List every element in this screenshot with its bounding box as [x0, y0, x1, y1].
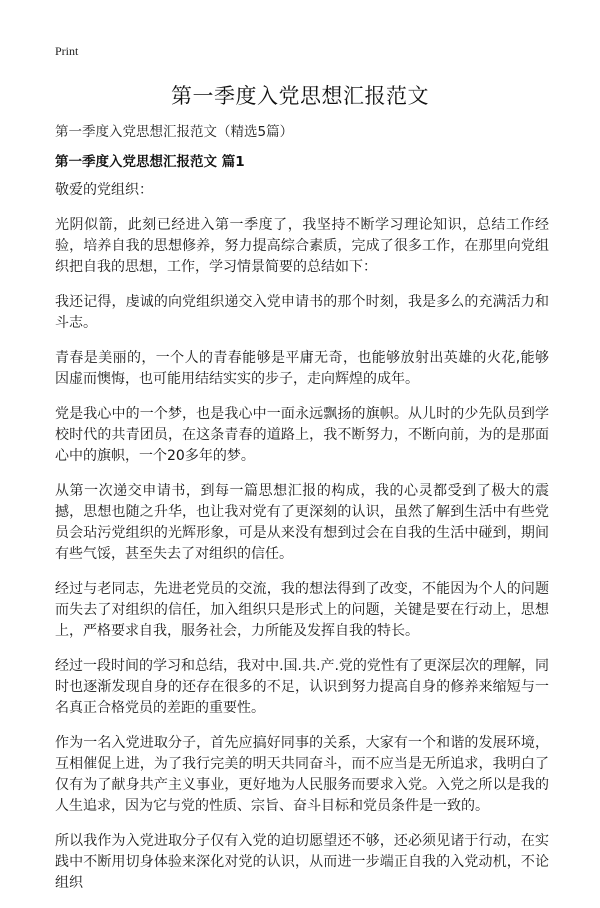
paragraph: 作为一名入党进取分子，首先应搞好同事的关系，大家有一个和谐的发展环境，互相催促上进，为了我行完美的明天共同奋斗，而不应当是无所追求，我明白了仅有为了献身共产主义事业，更好地为人民服务而要求入党。入党之所以是我的人生追求，因为它与党的性质、宗旨、奋斗目标和党员条件是一致的。 — [55, 735, 549, 814]
paragraph: 光阴似箭，此刻已经进入第一季度了，我坚持不断学习理论知识，总结工作经验，培养自我的思想修养，努力提高综合素质，完成了很多工作，在那里向党组织把自我的思想，工作，学习情景简要的总结如下： — [55, 217, 549, 275]
paragraph: 所以我作为入党进取分子仅有入党的迫切愿望还不够，还必须见诸于行动，在实践中不断用切身体验来深化对党的认识，从而进一步端正自我的入党动机，不论组织 — [55, 833, 549, 891]
document-subtitle: 第一季度入党思想汇报范文（精选5篇） — [55, 124, 294, 140]
document-title: 第一季度入党思想汇报范文 — [171, 84, 429, 108]
print-label: Print — [55, 44, 79, 58]
paragraph: 党是我心中的一个梦，也是我心中一面永远飘扬的旗帜。从儿时的少先队员到学校时代的共青团员，在这条青春的道路上，我不断努力，不断向前，为的是那面心中的旗帜，一个20多年的梦。 — [55, 406, 549, 464]
paragraph: 我还记得，虔诚的向党组织递交入党申请书的那个时刻，我是多么的充满活力和斗志。 — [55, 294, 549, 331]
paragraph: 青春是美丽的，一个人的青春能够是平庸无奇，也能够放射出英雄的火花,能够因虚而懊悔，也可能用结结实实的步子，走向辉煌的成年。 — [55, 350, 549, 387]
document-body — [55, 180, 549, 908]
paragraph: 经过一段时间的学习和总结，我对中.国.共.产.党的党性有了更深层次的理解，同时也逐渐发现自身的还存在很多的不足，认识到努力提高自身的修养来缩短与一名真正合格党员的差距的重要性。 — [55, 658, 549, 716]
paragraph: 从第一次递交申请书，到每一篇思想汇报的构成，我的心灵都受到了极大的震撼，思想也随之升华，也让我对党有了更深刻的认识，虽然了解到生活中有些党员会玷污党组织的光辉形象，可是从来没有想到过会在自我的生活中碰到，期间有些气馁，甚至失去了对组织的信任。 — [55, 483, 549, 562]
salutation: 敬爱的党组织： — [55, 182, 153, 198]
paragraph: 经过与老同志，先进老党员的交流，我的想法得到了改变，不能因为个人的问题而失去了对组织的信任，加入组织只是形式上的问题，关键是要在行动上，思想上，严格要求自我，服务社会，力所能及发挥自我的特长。 — [55, 581, 549, 639]
section-heading: 第一季度入党思想汇报范文 篇1 — [55, 154, 245, 170]
